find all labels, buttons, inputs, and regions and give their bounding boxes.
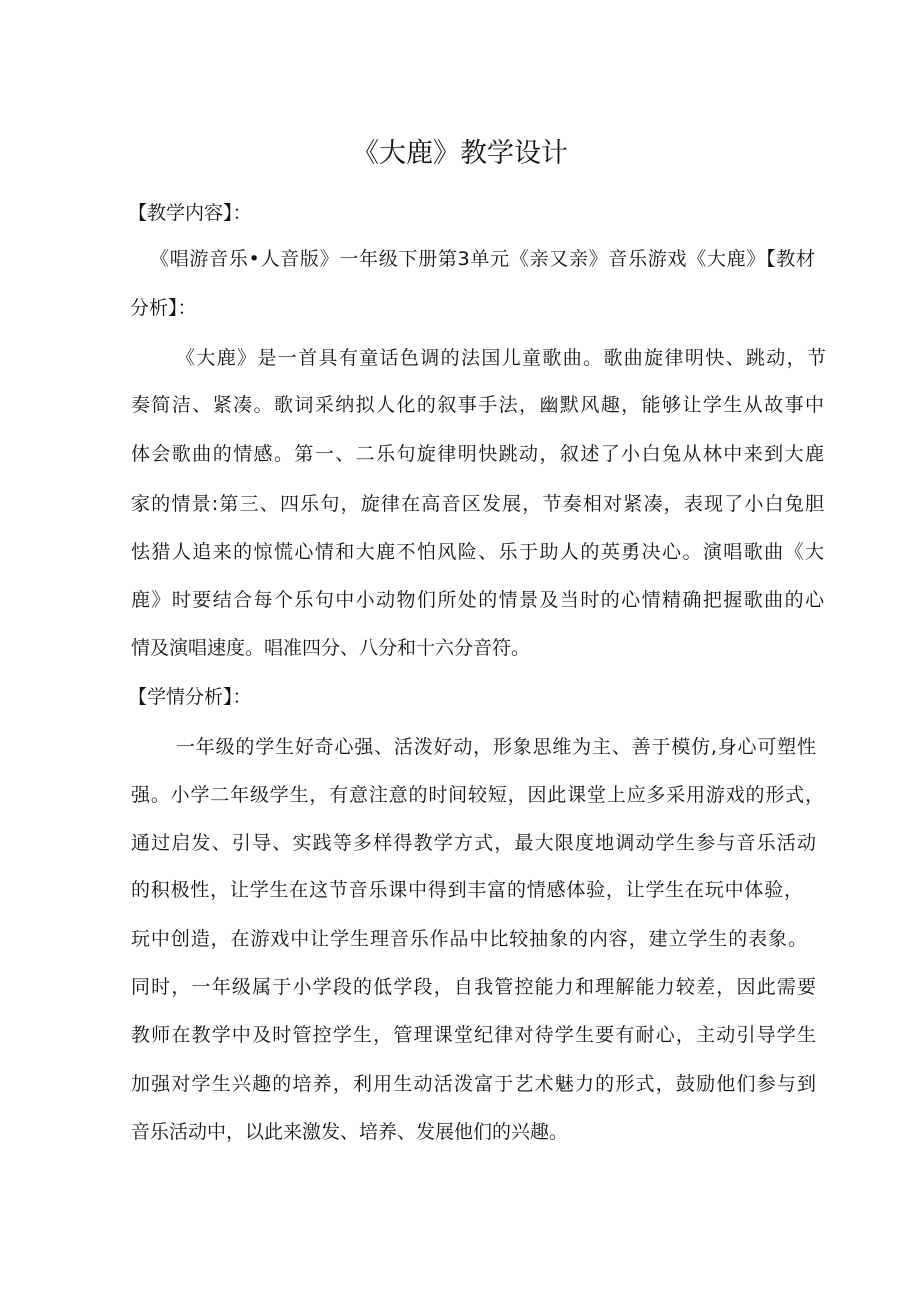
paragraph-line: 分析】： — [130, 297, 197, 319]
paragraph-line: 音乐活动中，以此来激发、培养、发展他们的兴趣。 — [131, 1121, 569, 1143]
paragraph-line: 《唱游音乐•人音版》一年级下册第3单元《亲又亲》音乐游戏《大鹿》【教材 — [150, 248, 815, 270]
paragraph-line: 体会歌曲的情感。第一、二乐句旋律明快跳动，叙述了小白兔从林中来到大鹿 — [131, 443, 824, 465]
document-title: 《大鹿》教学设计 — [352, 138, 568, 169]
paragraph-line: 怯猎人追来的惊慌心情和大鹿不怕风险、乐于助人的英勇决心。演唱歌曲《大 — [131, 541, 824, 563]
paragraph-line: 教师在教学中及时管控学生，管理课堂纪律对待学生要有耐心，主动引导学生 — [131, 1024, 816, 1046]
paragraph-line: 鹿》时要结合每个乐句中小动物们所处的情景及当时的心情精确把握歌曲的心 — [131, 589, 824, 611]
paragraph-line: 情及演唱速度。唱准四分、八分和十六分音符。 — [131, 637, 531, 659]
heading-teaching-content: 【教学内容】： — [128, 202, 252, 224]
paragraph-line: 家的情景:第三、四乐句，旋律在高音区发展，节奏相对紧凑，表现了小白兔胆 — [131, 493, 824, 515]
paragraph-line: 《大鹿》是一首具有童话色调的法国儿童歌曲。歌曲旋律明快、跳动，节 — [176, 347, 826, 369]
paragraph-line: 同时，一年级属于小学段的低学段，自我管控能力和理解能力较差，因此需要 — [131, 976, 816, 998]
paragraph-line: 一年级的学生好奇心强、活泼好动，形象思维为主、善于模仿,身心可塑性 — [176, 736, 816, 758]
heading-student-analysis: 【学情分析】： — [128, 686, 252, 708]
paragraph-line: 玩中创造，在游戏中让学生理音乐作品中比较抽象的内容，建立学生的表象。 — [131, 928, 807, 950]
paragraph-line: 奏简洁、紧凑。歌词采纳拟人化的叙事手法，幽默风趣，能够让学生从故事中 — [131, 394, 824, 416]
paragraph-line: 强。小学二年级学生，有意注意的时间较短，因此课堂上应多采用游戏的形式， — [131, 784, 824, 806]
paragraph-line: 通过启发、引导、实践等多样得教学方式，最大限度地调动学生参与音乐活动 — [131, 832, 816, 854]
paragraph-line: 加强对学生兴趣的培养，利用生动活泼富于艺术魅力的形式，鼓励他们参与到 — [131, 1073, 816, 1095]
paragraph-line: 的积极性，让学生在这节音乐课中得到丰富的情感体验，让学生在玩中体验， — [131, 879, 803, 901]
